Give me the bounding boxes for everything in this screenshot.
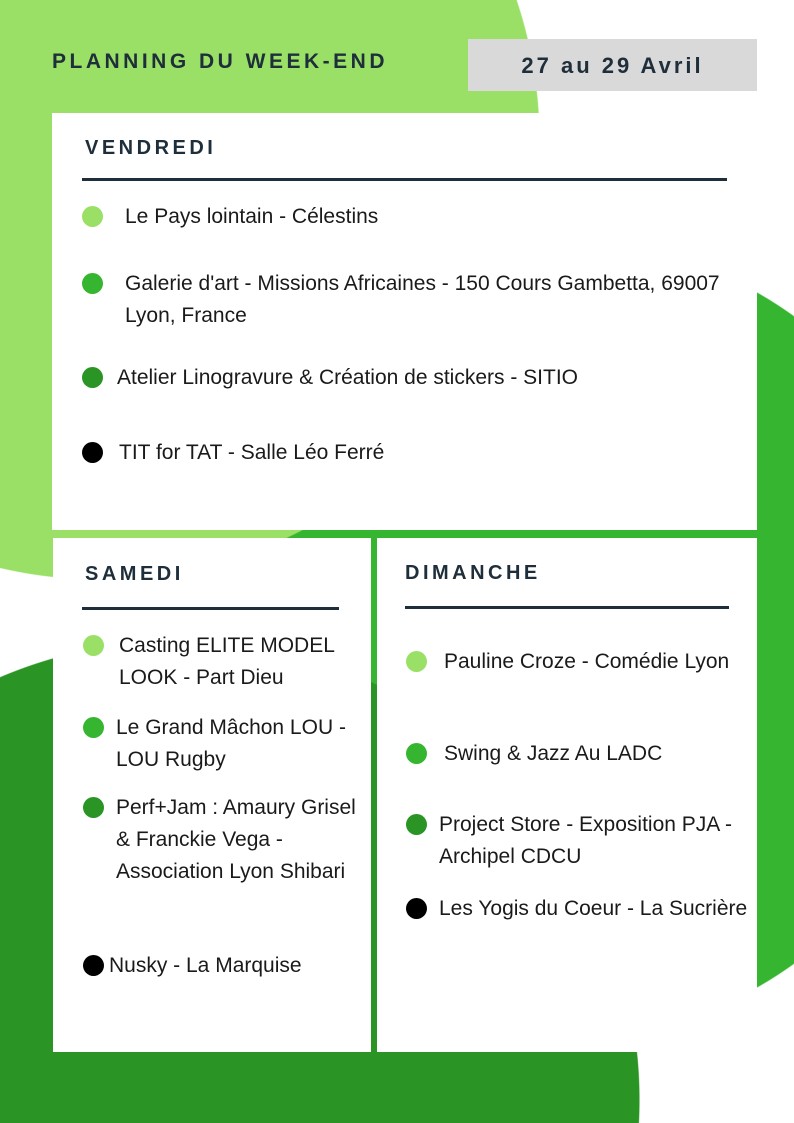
samedi-event-item — [83, 630, 368, 694]
bullet-dot-icon — [82, 442, 103, 463]
bullet-dot-icon — [82, 206, 103, 227]
event-text: Pauline Croze - Comédie Lyon — [444, 650, 730, 673]
bullet-dot-icon — [82, 273, 103, 294]
event-text: TIT for TAT - Salle Léo Ferré — [119, 441, 385, 464]
event-text: Atelier Linogravure & Création de stickers - SITIO — [117, 366, 579, 389]
event-text: Swing & Jazz Au LADC — [444, 742, 663, 765]
date-badge: 27 au 29 Avril — [468, 39, 757, 91]
dimanche-panel — [377, 538, 757, 1052]
bullet-dot-icon — [83, 797, 104, 818]
event-text: Le Grand Mâchon LOU - LOU Rugby — [116, 716, 346, 771]
bullet-dot-icon — [406, 651, 427, 672]
dimanche-event-item — [406, 893, 756, 925]
event-text: Perf+Jam : Amaury Grisel & Franckie Vega - Association Lyon Shibari — [116, 796, 356, 883]
samedi-event-item — [83, 712, 368, 776]
divider — [82, 607, 339, 610]
bullet-dot-icon — [83, 955, 104, 976]
vendredi-event-item — [82, 268, 742, 332]
event-text: Project Store - Exposition PJA - Archipel CDCU — [439, 813, 732, 868]
vendredi-heading: VENDREDI — [85, 137, 217, 159]
dimanche-event-item — [406, 809, 758, 873]
vendredi-event-item — [82, 437, 732, 469]
page-title: PLANNING DU WEEK-END — [52, 50, 388, 73]
vendredi-event-item — [82, 201, 732, 233]
divider — [405, 606, 729, 609]
vendredi-event-item — [82, 362, 732, 394]
samedi-event-item — [83, 792, 368, 888]
event-text: Le Pays lointain - Célestins — [125, 205, 379, 228]
divider — [82, 178, 727, 181]
bullet-dot-icon — [406, 743, 427, 764]
samedi-heading: SAMEDI — [85, 563, 184, 585]
dimanche-heading: DIMANCHE — [405, 562, 541, 584]
event-text: Les Yogis du Coeur - La Sucrière — [439, 897, 748, 920]
dimanche-event-item — [406, 646, 756, 678]
bullet-dot-icon — [83, 717, 104, 738]
event-text: Casting ELITE MODEL LOOK - Part Dieu — [119, 634, 335, 689]
bullet-dot-icon — [83, 635, 104, 656]
samedi-event-item — [83, 950, 368, 982]
bullet-dot-icon — [82, 367, 103, 388]
event-text: Galerie d'art - Missions Africaines - 150 Cours Gambetta, 69007 Lyon, France — [125, 272, 720, 327]
bullet-dot-icon — [406, 814, 427, 835]
bullet-dot-icon — [406, 898, 427, 919]
dimanche-event-item — [406, 738, 756, 770]
event-text: Nusky - La Marquise — [109, 954, 302, 977]
